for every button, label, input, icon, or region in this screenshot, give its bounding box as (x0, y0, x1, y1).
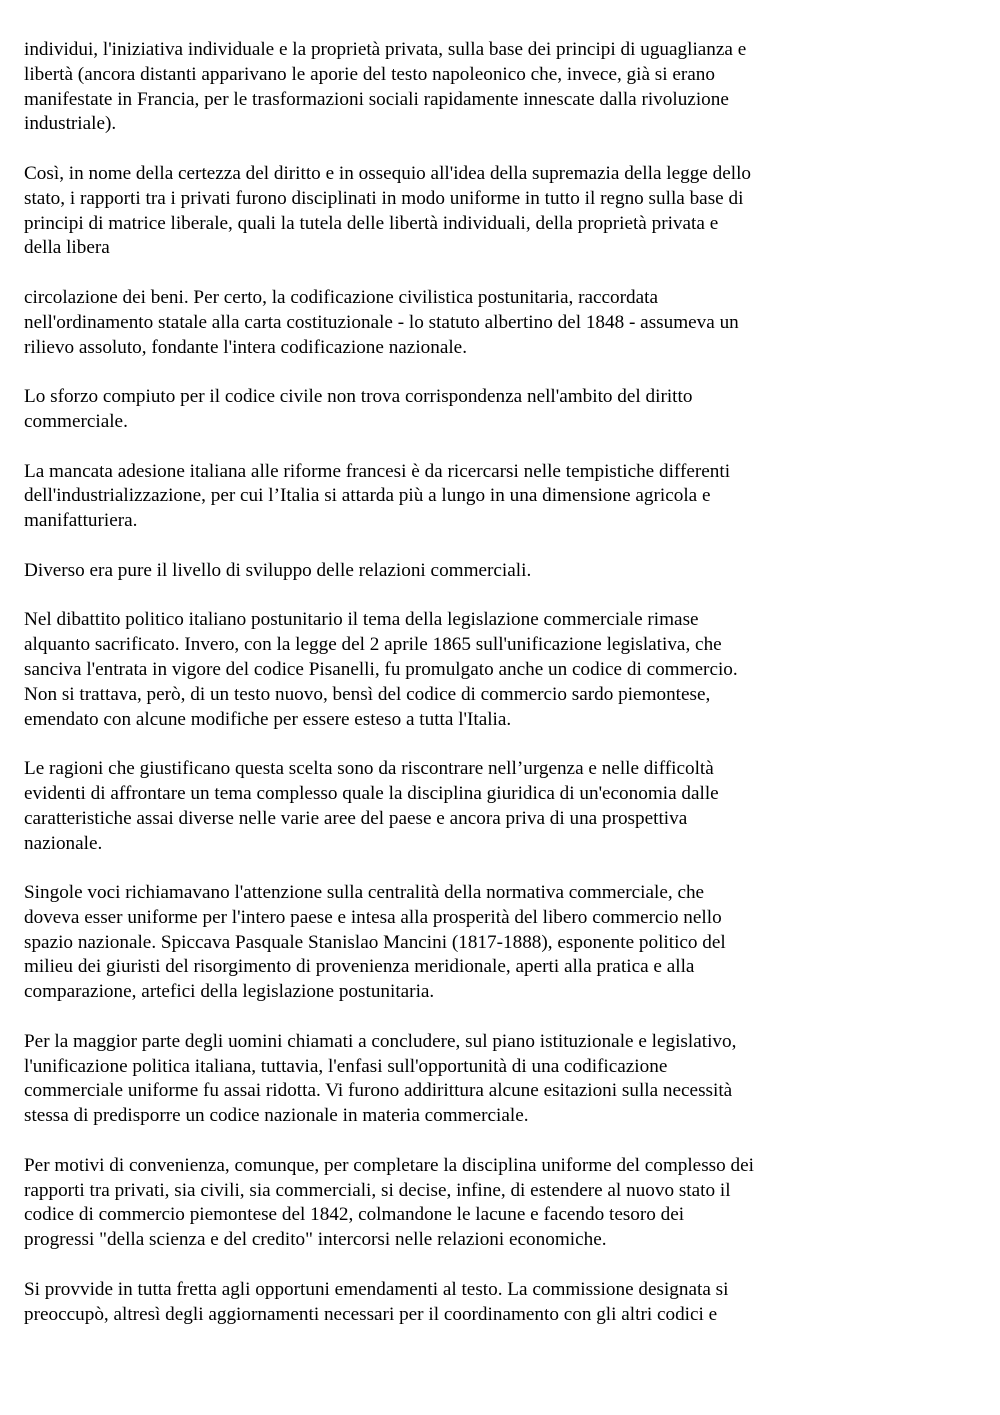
paragraph-1: individui, l'iniziativa individuale e la proprietà privata, sulla base dei principi di uguaglianza e libertà (ancora distanti apparivano le aporie del testo napoleonico che, invece, già si erano manifestate in Francia, per le trasformazioni sociali rapidamente innescate dalla rivoluzione industriale). (24, 39, 747, 135)
paragraph-8: Le ragioni che giustificano questa scelta sono da riscontrare nell’urgenza e nelle difficoltà evidenti di affrontare un tema complesso quale la disciplina giuridica di un'economia dalle caratteristiche assai diverse nelle varie aree del paese e ancora priva di una prospettiva nazionale. (24, 758, 719, 854)
paragraph-5: La mancata adesione italiana alle riforme francesi è da ricercarsi nelle tempistiche differenti dell'industrializzazione, per cui l’Italia si attarda più a lungo in una dimensione agricola e manifatturiera. (24, 460, 731, 532)
paragraph-7: Nel dibattito politico italiano postunitario il tema della legislazione commerciale rimase alquanto sacrificato. Invero, con la legge del 2 aprile 1865 sull'unificazione legislativa, che sanciva l'entrata in vigore del codice Pisanelli, fu promulgato anche un codice di commercio. Non si trattava, però, di un testo nuovo, bensì del codice di commercio sardo piemontese, emendato con alcune modifiche per essere esteso a tutta l'Italia. (24, 609, 738, 730)
paragraph-2: Così, in nome della certezza del diritto e in ossequio all'idea della supremazia della legge dello stato, i rapporti tra i privati furono disciplinati in modo uniforme in tutto il regno sulla base di principi di matrice liberale, quali la tutela delle libertà individuali, della proprietà privata e della libera (24, 162, 751, 259)
paragraph-10: Per la maggior parte degli uomini chiamati a concludere, sul piano istituzionale e legislativo, l'unificazione politica italiana, tuttavia, l'enfasi sull'opportunità di una codificazione commerciale uniforme fu assai ridotta. Vi furono addirittura alcune esitazioni sulla necessità stessa di predisporre un codice nazionale in materia commerciale. (24, 1030, 737, 1127)
paragraph-4: Lo sforzo compiuto per il codice civile non trova corrispondenza nell'ambito del diritto commerciale. (24, 386, 693, 432)
paragraph-12: Si provvide in tutta fretta agli opportuni emendamenti al testo. La commissione designata si preoccupò, altresì degli aggiornamenti necessari per il coordinamento con gli altri codici e (24, 1278, 729, 1325)
paragraph-6: Diverso era pure il livello di sviluppo delle relazioni commerciali. (24, 559, 532, 581)
paragraph-9: Singole voci richiamavano l'attenzione sulla centralità della normativa commerciale, che doveva esser uniforme per l'intero paese e intesa alla prosperità del libero commercio nello spazio nazionale. Spiccava Pasquale Stanislao Mancini (1817-1888), esponente politico del milieu dei giuristi del risorgimento di provenienza meridionale, aperti alla pratica e alla comparazione, artefici della legislazione postunitaria. (24, 882, 726, 1003)
paragraph-11: Per motivi di convenienza, comunque, per completare la disciplina uniforme del complesso dei rapporti tra privati, sia civili, sia commerciali, si decise, infine, di estendere al nuovo stato il codice di commercio piemontese del 1842, colmandone le lacune e facendo tesoro dei progressi "della scienza e del credito" intercorsi nelle relazioni economiche. (24, 1154, 754, 1251)
document-page (24, 38, 904, 1352)
paragraph-3: circolazione dei beni. Per certo, la codificazione civilistica postunitaria, raccordata nell'ordinamento statale alla carta costituzionale - lo statuto albertino del 1848 - assumeva un rilievo assoluto, fondante l'intera codificazione nazionale. (24, 286, 739, 358)
